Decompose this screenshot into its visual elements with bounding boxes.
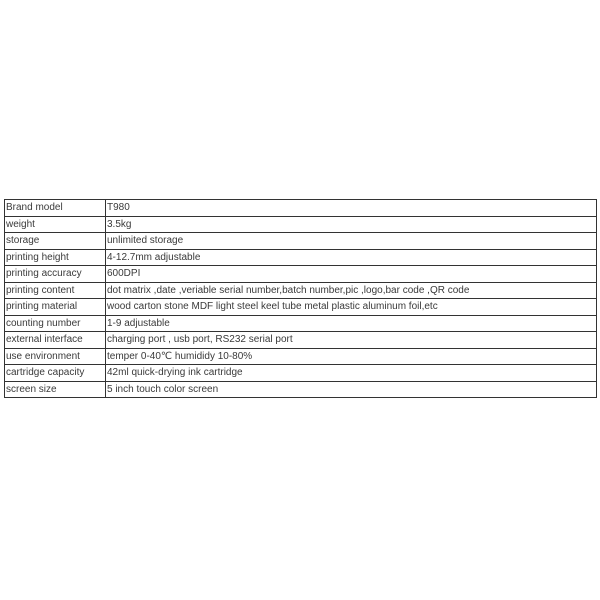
table-row: [5, 332, 597, 349]
spec-label: printing accuracy: [5, 266, 106, 283]
spec-label: printing height: [5, 249, 106, 266]
spec-value: dot matrix ,date ,veriable serial number,batch number,pic ,logo,bar code ,QR code: [106, 282, 597, 299]
spec-value: 5 inch touch color screen: [106, 381, 597, 398]
spec-label: storage: [5, 233, 106, 250]
spec-label: external interface: [5, 332, 106, 349]
spec-label: screen size: [5, 381, 106, 398]
spec-value: 3.5kg: [106, 216, 597, 233]
spec-value: charging port , usb port, RS232 serial port: [106, 332, 597, 349]
spec-label: printing content: [5, 282, 106, 299]
spec-value: unlimited storage: [106, 233, 597, 250]
table-row: [5, 200, 597, 217]
spec-value: T980: [106, 200, 597, 217]
table-row: [5, 315, 597, 332]
table-row: [5, 266, 597, 283]
table-row: [5, 216, 597, 233]
spec-value: 4-12.7mm adjustable: [106, 249, 597, 266]
spec-label: weight: [5, 216, 106, 233]
table-row: [5, 282, 597, 299]
spec-label: cartridge capacity: [5, 365, 106, 382]
spec-label: use environment: [5, 348, 106, 365]
spec-table: [4, 199, 597, 398]
table-row: [5, 348, 597, 365]
spec-value: 1-9 adjustable: [106, 315, 597, 332]
table-row: [5, 381, 597, 398]
table-row: [5, 365, 597, 382]
spec-label: printing material: [5, 299, 106, 316]
table-row: [5, 233, 597, 250]
table-row: [5, 249, 597, 266]
spec-value: temper 0-40℃ humididy 10-80%: [106, 348, 597, 365]
spec-label: counting number: [5, 315, 106, 332]
spec-value: wood carton stone MDF light steel keel tube metal plastic aluminum foil,etc: [106, 299, 597, 316]
spec-label: Brand model: [5, 200, 106, 217]
spec-value: 600DPI: [106, 266, 597, 283]
spec-value: 42ml quick-drying ink cartridge: [106, 365, 597, 382]
table-row: [5, 299, 597, 316]
